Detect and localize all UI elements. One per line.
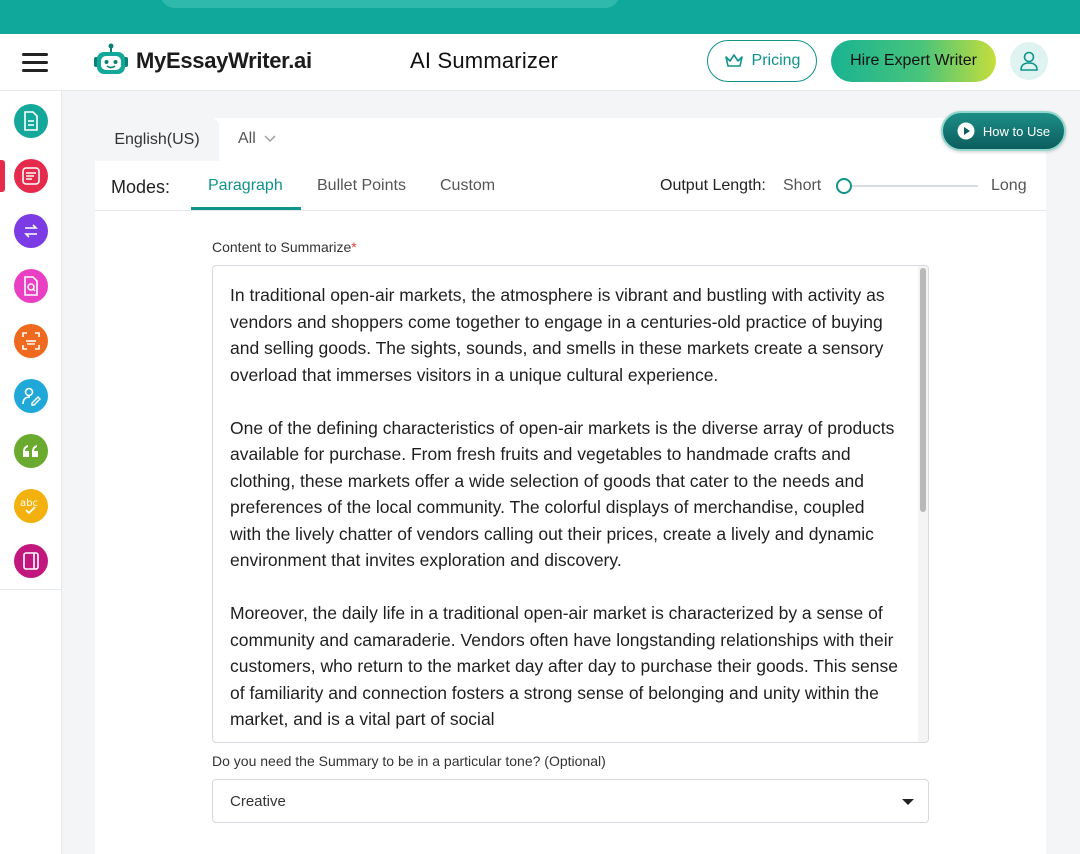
modes-bar — [95, 161, 1046, 211]
play-icon — [957, 122, 975, 140]
output-length-label: Output Length: — [660, 177, 766, 194]
language-tab-english-us[interactable] — [95, 118, 219, 161]
hire-label: Hire Expert Writer — [850, 52, 977, 69]
tone-label: Do you need the Summary to be in a particular tone? (Optional) — [212, 753, 606, 769]
mode-tab-paragraph[interactable]: Paragraph — [208, 177, 283, 194]
top-banner — [0, 0, 1080, 34]
sidebar-item-document[interactable] — [14, 104, 48, 138]
output-length-long-label: Long — [991, 177, 1027, 194]
user-avatar[interactable] — [1010, 42, 1048, 80]
svg-text:abc: abc — [20, 498, 38, 509]
sidebar-item-user-edit[interactable] — [14, 379, 48, 413]
content-textarea[interactable] — [212, 265, 929, 743]
content-paragraph: In traditional open-air markets, the atmosphere is vibrant and bustling with activity as vendors and shoppers come together to engage in a centuries-old practice of buying and selling goods. The sights, sounds, and smells in these markets create a sensory overload that immerses visitors in a unique cultural experience. — [230, 285, 885, 385]
how-to-use-button[interactable] — [941, 111, 1066, 151]
caret-down-icon — [902, 799, 914, 805]
pricing-label: Pricing — [751, 52, 801, 69]
hamburger-menu-icon[interactable] — [22, 51, 48, 73]
language-selected-label: English(US) — [114, 130, 200, 148]
top-search-pill[interactable] — [160, 0, 620, 8]
content-label-text: Content to Summarize — [212, 239, 352, 255]
content-field-label — [212, 239, 357, 255]
pricing-button[interactable] — [707, 40, 817, 82]
hire-expert-writer-button[interactable] — [831, 40, 996, 82]
active-mode-underline — [191, 207, 301, 210]
summarizer-icon — [21, 166, 41, 186]
content-area — [95, 211, 1046, 854]
logo[interactable] — [92, 42, 312, 80]
sidebar-item-quote[interactable] — [14, 434, 48, 468]
mode-tab-bullet-points[interactable]: Bullet Points — [317, 177, 406, 194]
summarizer-card — [95, 118, 1046, 854]
tone-select[interactable] — [212, 779, 929, 823]
modes-label: Modes: — [111, 177, 171, 197]
robot-logo-icon — [92, 42, 130, 80]
crown-icon — [724, 53, 744, 69]
sidebar-divider — [0, 589, 62, 590]
sidebar-item-grammar[interactable] — [14, 489, 48, 523]
content-paragraph: One of the defining characteristics of open-air markets is the diverse array of products available for purchase. From fresh fruits and vegetables to handmade crafts and clothing, these markets offer a wide selection of goods that cater to the needs and preferences of the local community. The colorful displays of merchandise, coupled with the lively chatter of vendors calling out their prices, create a lively and dynamic environment that invites exploration and discovery. — [230, 417, 895, 570]
sidebar-item-ai-detector[interactable] — [14, 324, 48, 358]
language-tab-all[interactable] — [238, 130, 276, 148]
grammar-check-icon — [19, 495, 43, 517]
app-header — [0, 34, 1080, 91]
user-icon — [1018, 50, 1040, 72]
sidebar-item-summarizer[interactable] — [14, 159, 48, 193]
required-mark: * — [351, 239, 357, 255]
chevron-down-icon — [264, 135, 276, 143]
content-paragraph: Moreover, the daily life in a traditional open-air market is characterized by a sense of community and camaraderie. Vendors often have longstanding relationships with their customers, who return to the market day after day to purchase their goods. This sense of familiarity and connection fosters a strong sense of belonging and unity within the market, and is a vital part of social — [230, 603, 898, 729]
document-icon — [22, 111, 40, 131]
sidebar-item-paraphrase[interactable] — [14, 214, 48, 248]
book-icon — [21, 551, 41, 571]
textarea-scroll-thumb[interactable] — [920, 268, 926, 512]
plagiarism-search-icon — [22, 276, 40, 296]
output-length-slider-knob[interactable] — [836, 178, 852, 194]
quote-icon — [21, 443, 41, 459]
logo-text: MyEssayWriter.ai — [136, 48, 312, 73]
output-length-short-label: Short — [783, 177, 822, 194]
textarea-scrollbar[interactable] — [918, 266, 928, 743]
mode-tab-custom[interactable]: Custom — [440, 177, 496, 194]
paraphrase-icon — [21, 221, 41, 241]
how-to-use-label: How to Use — [982, 123, 1051, 139]
sidebar-item-book[interactable] — [14, 544, 48, 578]
ai-detector-icon — [21, 331, 41, 351]
tone-selected-value: Creative — [230, 792, 286, 810]
sidebar-item-plagiarism[interactable] — [14, 269, 48, 303]
content-text — [230, 282, 898, 743]
tool-sidebar — [0, 91, 62, 854]
page-title: AI Summarizer — [410, 48, 559, 73]
sidebar-active-indicator — [0, 160, 5, 192]
user-edit-icon — [21, 386, 41, 406]
output-length-slider-track[interactable] — [838, 185, 978, 187]
language-all-label: All — [238, 130, 256, 147]
